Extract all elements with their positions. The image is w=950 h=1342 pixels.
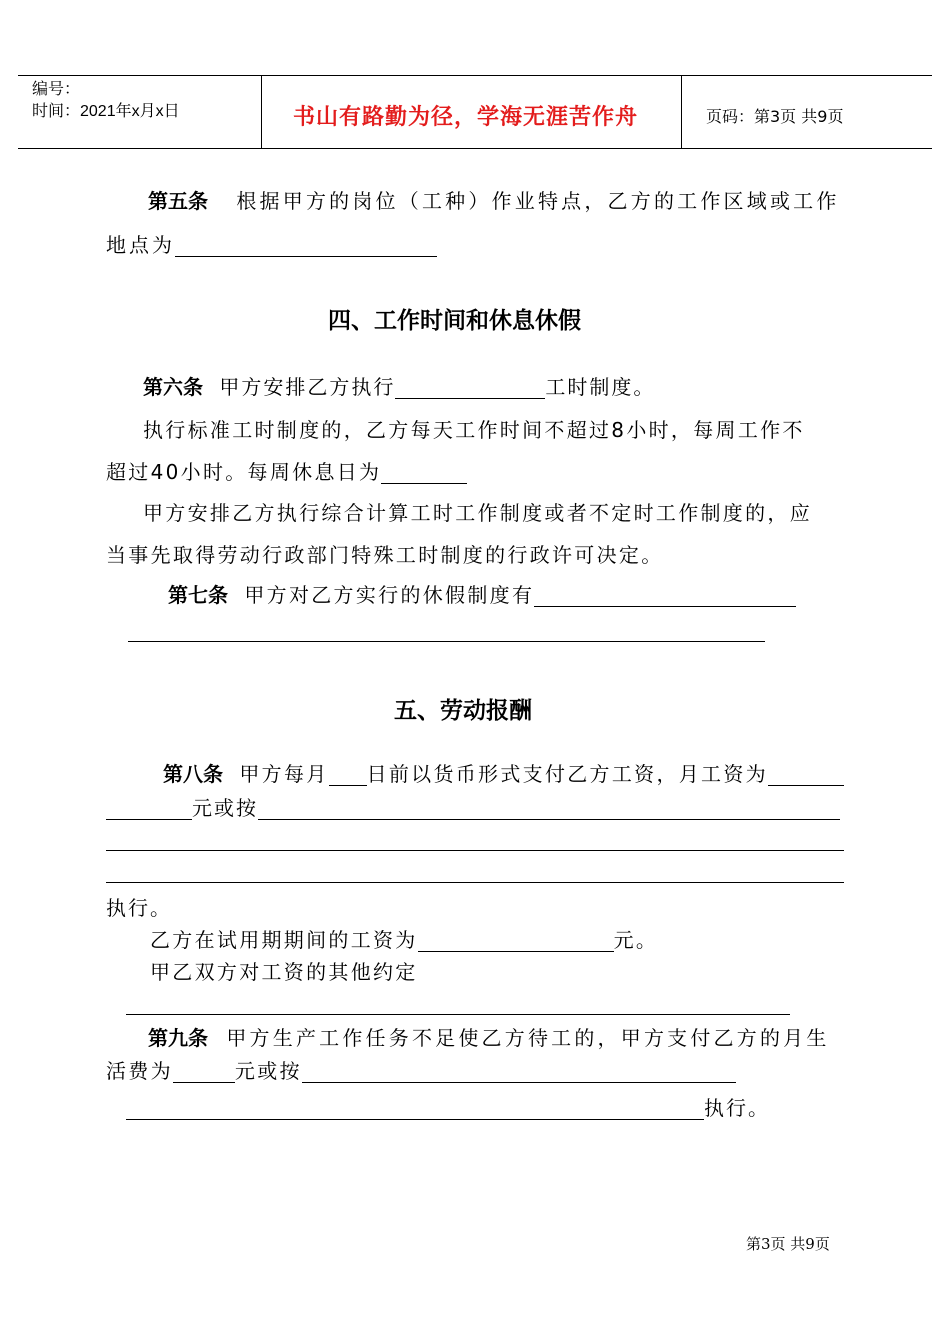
article-7-line [168,583,796,607]
article-8-title: 第八条 [163,762,223,786]
article-6-para-3-line-2: 当事先取得劳动行政部门特殊工时制度的行政许可决定。 [106,543,664,567]
blank-field[interactable] [173,1062,235,1083]
time-label: 时间：2021年x月x日 [32,103,180,120]
section-5-heading: 五、劳动报酬 [394,698,532,724]
article-5-text: 根据甲方的岗位（工种）作业特点，乙方的工作区域或工作 [236,189,840,213]
article-5-line-2 [106,233,437,257]
blank-field[interactable] [329,765,367,786]
blank-field[interactable] [258,799,840,820]
blank-field[interactable] [106,799,192,820]
article-6-text: 甲方安排乙方执行 [219,375,396,399]
blank-field[interactable] [534,586,796,607]
article-6-para-2-line-2 [106,460,467,484]
blank-field[interactable] [395,378,545,399]
blank-field[interactable] [302,1062,736,1083]
article-5-location-label: 地点为 [106,233,175,257]
article-8-line-2-text: 元或按 [192,796,258,820]
article-8-other: 甲乙双方对工资的其他约定 [150,960,418,984]
blank-field[interactable] [418,931,614,952]
article-9-exec: 执行。 [704,1096,770,1120]
article-8-text-mid: 日前以货币形式支付乙方工资，月工资为 [366,762,768,786]
article-6-line [143,375,655,399]
article-8-text-pre: 甲方每月 [239,762,329,786]
article-9-line-1 [148,1026,830,1050]
section-4-heading: 四、工作时间和休息休假 [328,308,581,334]
article-6-para-2-line-1: 执行标准工时制度的，乙方每天工作时间不超过8小时，每周工作不 [143,418,805,442]
blank-field[interactable] [175,236,437,257]
blank-line[interactable] [106,882,844,883]
blank-field[interactable] [126,1099,704,1120]
article-8-line-2 [106,796,840,820]
header-divider [681,76,682,148]
article-6-text-post: 工时制度。 [545,375,656,399]
probation-salary-label: 乙方在试用期期间的工资为 [150,928,418,952]
page-header [18,75,932,149]
article-9-living-fee-label: 活费为 [106,1059,173,1083]
footer-page-number: 第3页 共9页 [746,1235,830,1253]
article-8-exec: 执行。 [106,896,172,920]
article-9-line-2 [106,1059,736,1083]
article-9-line-3 [126,1096,770,1120]
header-motto: 书山有路勤为径，学海无涯苦作舟 [293,105,639,130]
article-6-title: 第六条 [143,375,203,399]
article-6-para-3-line-1: 甲方安排乙方执行综合计算工时工作制度或者不定时工作制度的，应 [143,501,812,525]
header-page-number: 页码：第3页 共9页 [706,107,844,126]
blank-line[interactable] [106,850,844,851]
blank-field[interactable] [768,765,844,786]
article-9-title: 第九条 [148,1026,208,1050]
probation-salary-unit: 元。 [613,928,659,952]
blank-line[interactable] [128,641,765,642]
article-9-text-mid: 元或按 [234,1059,302,1083]
article-7-title: 第七条 [168,583,228,607]
article-8-probation-line [150,928,658,952]
article-5-title: 第五条 [148,189,208,213]
serial-label: 编号： [32,81,81,98]
blank-field[interactable] [381,463,467,484]
article-9-text: 甲方生产工作任务不足使乙方待工的，甲方支付乙方的月生 [226,1026,830,1050]
article-5-line-1 [148,189,840,213]
header-meta [32,79,180,123]
blank-line[interactable] [126,1014,790,1015]
article-6-rest-day-label: 超过40小时。每周休息日为 [106,460,382,484]
header-divider [261,76,262,148]
article-7-text: 甲方对乙方实行的休假制度有 [244,583,535,607]
article-8-line-1 [163,762,844,786]
